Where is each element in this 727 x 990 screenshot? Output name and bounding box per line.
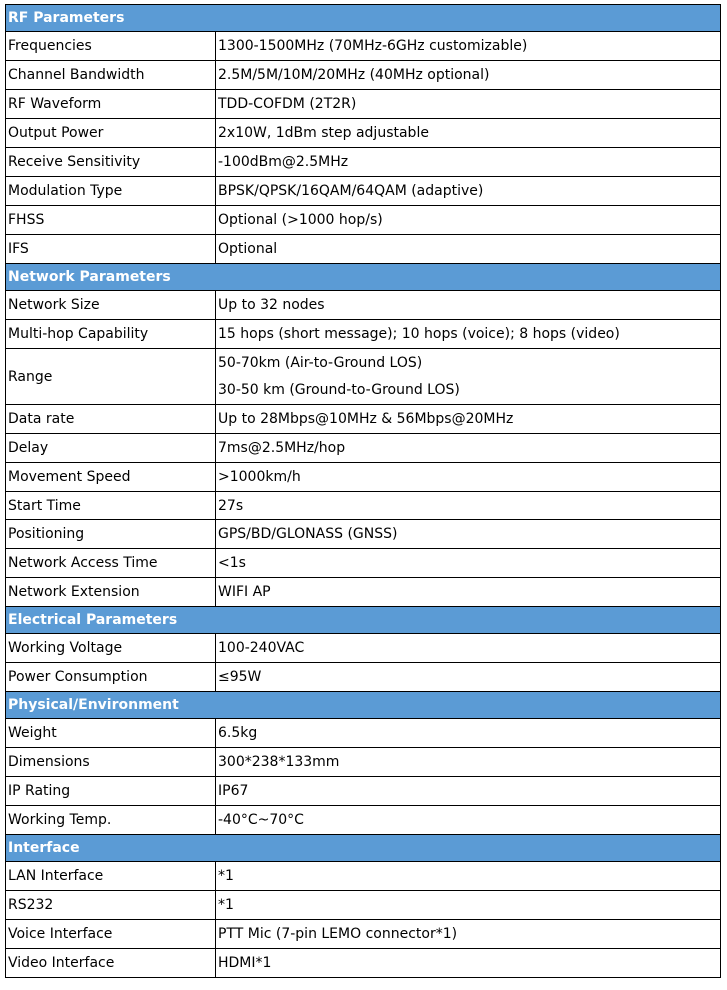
row-label: Start Time <box>6 492 216 520</box>
table-row <box>6 90 721 119</box>
row-value: Optional (>1000 hop/s) <box>216 206 721 235</box>
row-label: Delay <box>6 434 216 463</box>
row-value <box>216 349 721 405</box>
spec-table <box>5 4 721 978</box>
row-label: Network Access Time <box>6 549 216 578</box>
row-label: IP Rating <box>6 777 216 806</box>
row-value: 7ms@2.5MHz/hop <box>216 434 721 463</box>
row-label: Network Size <box>6 291 216 320</box>
table-row <box>6 949 721 978</box>
row-value: HDMI*1 <box>216 949 721 978</box>
row-label: RS232 <box>6 891 216 920</box>
row-label: Channel Bandwidth <box>6 61 216 90</box>
row-value: 100-240VAC <box>216 634 721 663</box>
section-title: RF Parameters <box>6 5 721 32</box>
section-header-electrical <box>6 607 721 634</box>
section-title: Physical/Environment <box>6 692 721 719</box>
section-title: Electrical Parameters <box>6 607 721 634</box>
table-row <box>6 891 721 920</box>
table-row <box>6 719 721 748</box>
row-value: >1000km/h <box>216 463 721 492</box>
row-value: 1300-1500MHz (70MHz-6GHz customizable) <box>216 32 721 61</box>
row-value: *1 <box>216 891 721 920</box>
row-label: LAN Interface <box>6 862 216 891</box>
row-label: Video Interface <box>6 949 216 978</box>
row-value: 15 hops (short message); 10 hops (voice); 8 hops (video) <box>216 320 721 349</box>
row-label: Dimensions <box>6 748 216 777</box>
section-title: Interface <box>6 835 721 862</box>
row-label: Movement Speed <box>6 463 216 492</box>
row-label: Receive Sensitivity <box>6 148 216 177</box>
row-value: TDD-COFDM (2T2R) <box>216 90 721 119</box>
section-title: Network Parameters <box>6 264 721 291</box>
row-label: Working Voltage <box>6 634 216 663</box>
table-row <box>6 549 721 578</box>
table-row <box>6 520 721 549</box>
table-row <box>6 862 721 891</box>
section-header-network <box>6 264 721 291</box>
table-row <box>6 119 721 148</box>
row-label: Network Extension <box>6 578 216 607</box>
table-row <box>6 320 721 349</box>
row-value: *1 <box>216 862 721 891</box>
table-row <box>6 463 721 492</box>
table-row <box>6 177 721 206</box>
row-label: Working Temp. <box>6 806 216 835</box>
row-label: Power Consumption <box>6 663 216 692</box>
table-row <box>6 434 721 463</box>
table-row <box>6 206 721 235</box>
row-value: 300*238*133mm <box>216 748 721 777</box>
row-value: BPSK/QPSK/16QAM/64QAM (adaptive) <box>216 177 721 206</box>
table-row <box>6 634 721 663</box>
row-value: Up to 28Mbps@10MHz & 56Mbps@20MHz <box>216 405 721 434</box>
table-row <box>6 349 721 405</box>
table-row <box>6 806 721 835</box>
row-value: 2.5M/5M/10M/20MHz (40MHz optional) <box>216 61 721 90</box>
table-row <box>6 920 721 949</box>
row-value: -40°C~70°C <box>216 806 721 835</box>
range-air-to-ground: 50-70km (Air-to-Ground LOS) <box>218 354 423 371</box>
row-label: RF Waveform <box>6 90 216 119</box>
table-row <box>6 405 721 434</box>
table-row <box>6 291 721 320</box>
row-value: GPS/BD/GLONASS (GNSS) <box>216 520 721 549</box>
row-value: Optional <box>216 235 721 264</box>
table-row <box>6 148 721 177</box>
row-value: <1s <box>216 549 721 578</box>
row-value: WIFI AP <box>216 578 721 607</box>
table-row <box>6 578 721 607</box>
row-label: FHSS <box>6 206 216 235</box>
row-value: 6.5kg <box>216 719 721 748</box>
row-value: Up to 32 nodes <box>216 291 721 320</box>
row-label: Weight <box>6 719 216 748</box>
table-row <box>6 663 721 692</box>
row-value: ≤95W <box>216 663 721 692</box>
table-row <box>6 61 721 90</box>
table-row <box>6 235 721 264</box>
row-value: 27s <box>216 492 721 520</box>
table-row <box>6 777 721 806</box>
row-label: Positioning <box>6 520 216 549</box>
row-label: Range <box>6 349 216 405</box>
row-label: Multi-hop Capability <box>6 320 216 349</box>
range-ground-to-ground: 30-50 km (Ground-to-Ground LOS) <box>218 381 460 398</box>
section-header-physical <box>6 692 721 719</box>
row-value: PTT Mic (7-pin LEMO connector*1) <box>216 920 721 949</box>
row-value: -100dBm@2.5MHz <box>216 148 721 177</box>
row-label: Frequencies <box>6 32 216 61</box>
section-header-interface <box>6 835 721 862</box>
row-value: 2x10W, 1dBm step adjustable <box>216 119 721 148</box>
table-row <box>6 32 721 61</box>
row-label: Output Power <box>6 119 216 148</box>
row-label: IFS <box>6 235 216 264</box>
section-header-rf <box>6 5 721 32</box>
row-value: IP67 <box>216 777 721 806</box>
row-label: Voice Interface <box>6 920 216 949</box>
row-label: Data rate <box>6 405 216 434</box>
row-label: Modulation Type <box>6 177 216 206</box>
table-row <box>6 492 721 520</box>
table-row <box>6 748 721 777</box>
